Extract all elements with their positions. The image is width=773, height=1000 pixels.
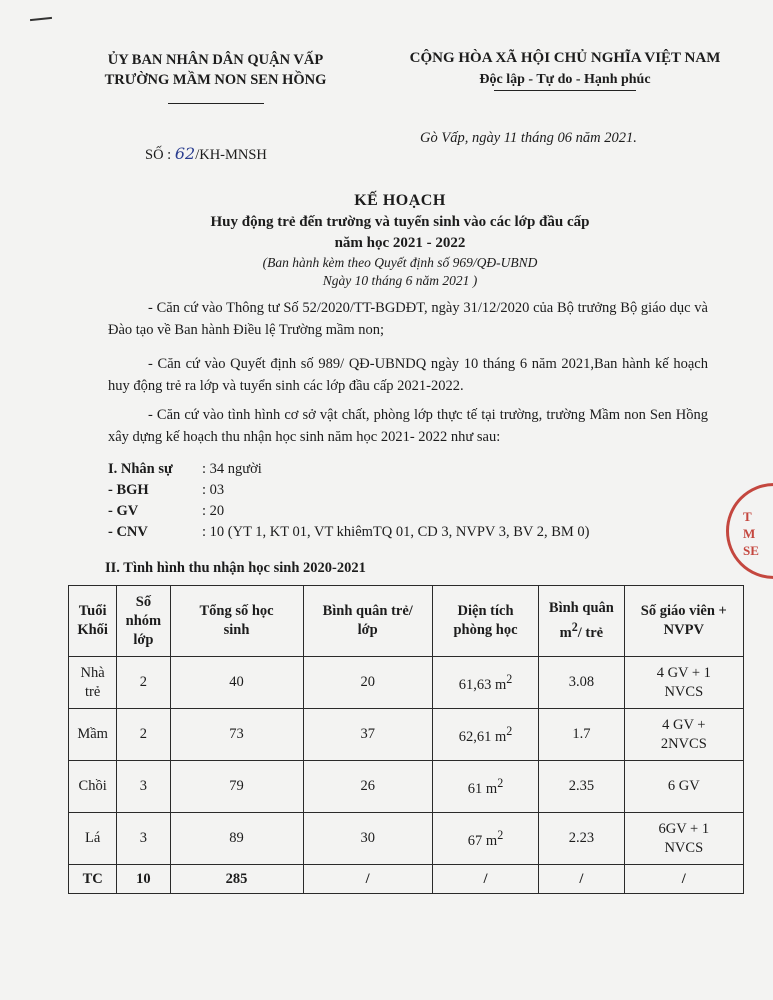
section-heading: II. Tình hình thu nhận học sinh 2020-2021	[105, 560, 366, 576]
col-header-bq-lop: Bình quân trẻ/ lớp	[303, 586, 432, 657]
staff-row: - GV : 20	[108, 503, 225, 519]
col-header-nhom: Số nhóm lớp	[117, 586, 170, 657]
paragraph: - Căn cứ vào tình hình cơ sở vật chất, phòng lớp thực tế tại trường, trường Mầm non Sen Hồng xây dựng kế hoạch thu nhận học sinh năm học 2021- 2022 như sau:	[108, 407, 708, 445]
national-header	[400, 48, 730, 91]
school-name: TRƯỜNG MẦM NON SEN HỒNG	[104, 72, 327, 88]
table-row: Lá 3 89 30 67 $m^2$ 2.23 6GV + 1 NVCS	[69, 813, 744, 865]
staff-row: - CNV : 10 (YT 1, KT 01, VT khiêmTQ 01, CD 3, NVPV 3, BV 2, BM 0)	[108, 524, 590, 540]
enrollment-table	[68, 585, 744, 894]
handwritten-number: 62	[174, 144, 196, 163]
authority-line: ỦY BAN NHÂN DÂN QUẬN VẤP	[107, 52, 324, 68]
national-motto: Độc lập - Tự do - Hạnh phúc	[479, 72, 651, 87]
school-year: năm học 2021 - 2022	[334, 235, 466, 251]
table-row: Chồi 3 79 26 61 $m^2$ 2.35 6 GV	[69, 761, 744, 813]
red-stamp	[726, 483, 773, 579]
issuance-note: (Ban hành kèm theo Quyết định số 969/QĐ-UBND	[262, 255, 538, 270]
col-header-tong: Tổng số học sinh	[170, 586, 303, 657]
col-header-bq-m2: Bình quân $m^2/$ trẻ	[539, 586, 624, 657]
col-header-dien-tich: Diện tích phòng học	[432, 586, 538, 657]
staff-row: I. Nhân sự : 34 người	[108, 461, 262, 477]
staff-section	[108, 459, 590, 543]
stamp-text: T M SE	[743, 509, 759, 558]
doc-title: KẾ HOẠCH	[354, 192, 446, 209]
col-header-gv: Số giáo viên + NVPV	[624, 586, 743, 657]
staff-row: - BGH : 03	[108, 482, 225, 498]
table-total-row: TC 10 285 / / / /	[69, 865, 744, 894]
doc-subtitle: Huy động trẻ đến trường và tuyển sinh vào các lớp đầu cấp	[210, 214, 590, 230]
pen-mark	[30, 17, 52, 21]
issuing-authority	[88, 50, 343, 110]
underline	[168, 103, 264, 104]
table-row: Mầm 2 73 37 62,61 $m^2$ 1.7 4 GV + 2NVCS	[69, 709, 744, 761]
title-block	[130, 190, 670, 290]
table-header-row	[69, 586, 744, 657]
national-title: CỘNG HÒA XÃ HỘI CHỦ NGHĨA VIỆT NAM	[409, 50, 721, 66]
issuance-date: Ngày 10 tháng 6 năm 2021 )	[322, 273, 478, 288]
table-row: Nhà trẻ 2 40 20 61,63 $m^2$ 3.08 4 GV + 1 NVCS	[69, 657, 744, 709]
document-number: SỐ : 62/KH-MNSH	[145, 144, 267, 163]
date-line: Gò Vấp, ngày 11 tháng 06 năm 2021.	[420, 130, 637, 146]
underline	[494, 90, 636, 91]
col-header-khoi: Tuổi Khối	[69, 586, 117, 657]
paragraph: - Căn cứ vào Quyết định số 989/ QĐ-UBNDQ ngày 10 tháng 6 năm 2021,Ban hành kế hoạch huy động trẻ ra lớp và tuyển sinh các lớp đầu cấp 2021-2022.	[108, 356, 708, 394]
paragraph: - Căn cứ vào Thông tư Số 52/2020/TT-BGDĐT, ngày 31/12/2020 của Bộ trưởng Bộ giáo dục và Đào tạo về Ban hành Điều lệ Trường mầm non;	[108, 300, 708, 338]
